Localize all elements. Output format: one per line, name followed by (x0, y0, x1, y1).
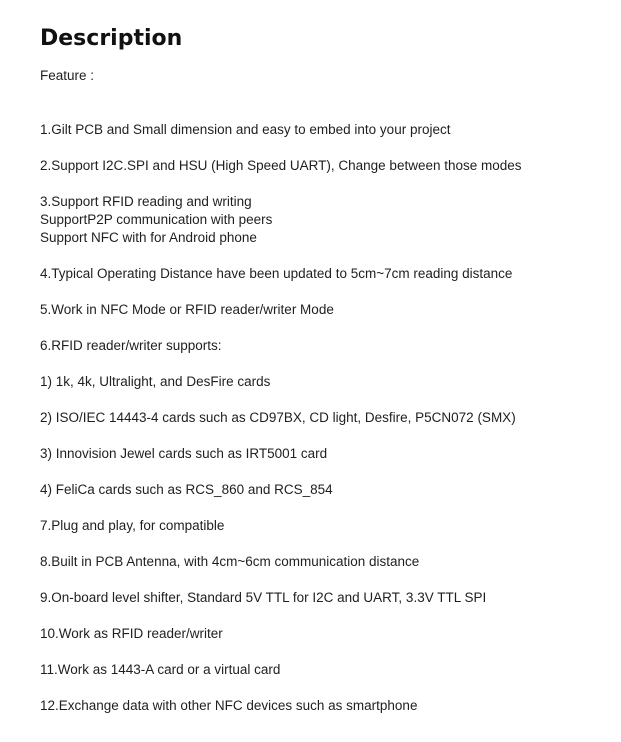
feature-item-6: 6.RFID reader/writer supports: (40, 338, 222, 353)
card-support-3: 3) Innovision Jewel cards such as IRT5001 card (40, 446, 328, 461)
feature-item-10: 10.Work as RFID reader/writer (40, 626, 223, 641)
feature-item-9: 9.On-board level shifter, Standard 5V TTL for I2C and UART, 3.3V TTL SPI (40, 590, 487, 605)
feature-item-5: 5.Work in NFC Mode or RFID reader/writer Mode (40, 302, 334, 317)
feature-item-2: 2.Support I2C.SPI and HSU (High Speed UART), Change between those modes (40, 158, 522, 173)
feature-item-11: 11.Work as 1443-A card or a virtual card (40, 662, 281, 677)
page-title: Description (40, 26, 183, 51)
card-support-1: 1) 1k, 4k, Ultralight, and DesFire cards (40, 374, 271, 389)
feature-item-3-line-2: SupportP2P communication with peers (40, 212, 273, 227)
card-support-4: 4) FeliCa cards such as RCS_860 and RCS_854 (40, 482, 333, 497)
feature-item-3-line-3: Support NFC with for Android phone (40, 230, 257, 245)
feature-item-4: 4.Typical Operating Distance have been updated to 5cm~7cm reading distance (40, 266, 513, 281)
feature-item-8: 8.Built in PCB Antenna, with 4cm~6cm communication distance (40, 554, 420, 569)
feature-label: Feature : (40, 68, 95, 83)
card-support-2: 2) ISO/IEC 14443-4 cards such as CD97BX, CD light, Desfire, P5CN072 (SMX) (40, 410, 516, 425)
feature-item-3-line-1: 3.Support RFID reading and writing (40, 194, 252, 209)
feature-item-7: 7.Plug and play, for compatible (40, 518, 225, 533)
feature-item-1: 1.Gilt PCB and Small dimension and easy to embed into your project (40, 122, 451, 137)
feature-item-12: 12.Exchange data with other NFC devices such as smartphone (40, 698, 418, 713)
